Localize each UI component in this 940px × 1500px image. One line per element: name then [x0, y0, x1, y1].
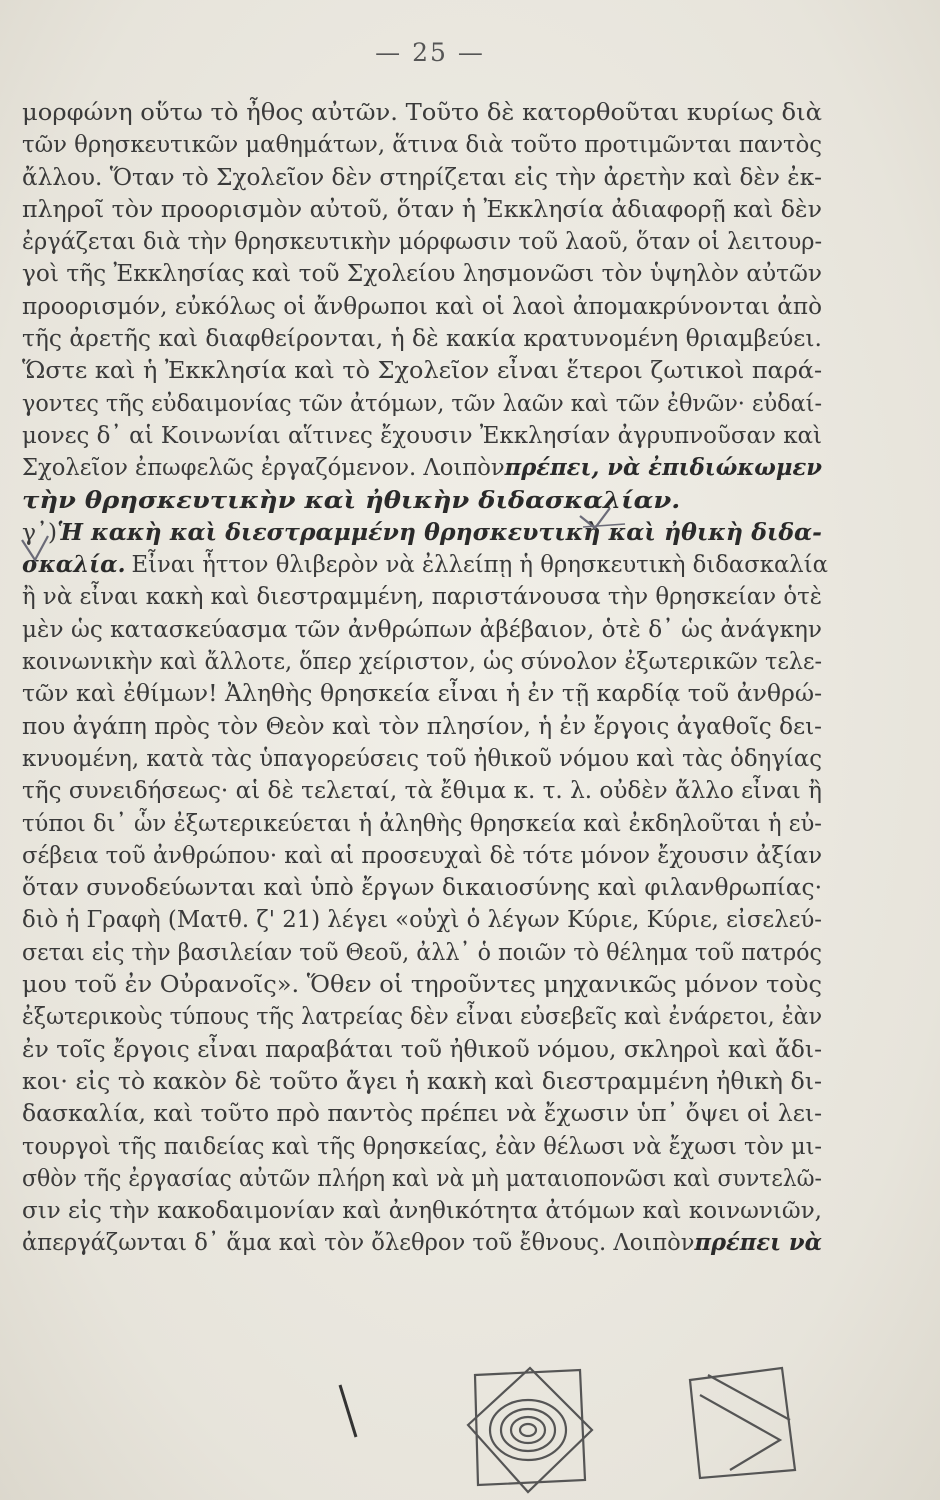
text-line — [22, 678, 822, 710]
text-line — [22, 711, 822, 743]
text-line — [22, 1163, 822, 1195]
text-segment: γοὶ τῆς Ἐκκλησίας καὶ τοῦ Σχολείου λησμονῶσι τὸν ὑψηλὸν αὐτῶν — [22, 261, 823, 288]
text-segment: Ἡ κακὴ καὶ διεστραμμένη θρησκευτικὴ καὶ ἠθικὴ διδα- — [57, 518, 822, 546]
text-segment: ἐργάζεται διὰ τὴν θρησκευτικὴν μόρφωσιν τοῦ λαοῦ, ὅταν οἱ λειτουρ- — [22, 229, 823, 256]
text-line — [22, 517, 822, 549]
text-segment: ὅταν συνοδεύωνται καὶ ὑπὸ ἔργων δικαιοσύνης καὶ φιλανθρωπίας· — [22, 875, 823, 902]
text-segment: μονες δ᾽ αἱ Κοινωνίαι αἵτινες ἔχουσιν Ἐκκλησίαν ἀγρυπνοῦσαν καὶ — [22, 422, 823, 449]
text-line — [22, 743, 822, 775]
text-segment: Εἶναι ἧττον θλιβερὸν νὰ ἐλλείπῃ ἡ θρησκευτικὴ διδασκαλία — [131, 552, 828, 579]
text-segment: δασκαλία, καὶ τοῦτο πρὸ παντὸς πρέπει νὰ ἔχωσιν ὑπ᾽ ὄψει οἱ λει- — [22, 1101, 823, 1128]
text-line — [22, 1131, 822, 1163]
text-line — [22, 1195, 822, 1227]
text-line — [22, 323, 822, 355]
text-segment: τῆς συνειδήσεως· αἱ δὲ τελεταί, τὰ ἔθιμα κ. τ. λ. οὐδὲν ἄλλο εἶναι ἢ — [22, 778, 822, 805]
text-segment: που ἀγάπη πρὸς τὸν Θεὸν καὶ τὸν πλησίον, ἡ ἐν ἔργοις ἀγαθοῖς δει- — [22, 713, 823, 740]
text-segment: τουργοὶ τῆς παιδείας καὶ τῆς θρησκείας, ἐὰν θέλωσι νὰ ἔχωσι τὸν μι- — [22, 1133, 823, 1160]
text-line — [22, 420, 822, 452]
text-line — [22, 872, 822, 904]
text-line — [22, 614, 822, 646]
text-line — [22, 1066, 822, 1098]
text-line — [22, 355, 822, 387]
text-segment: τῶν θρησκευτικῶν μαθημάτων, ἅτινα διὰ τοῦτο προτιμῶνται παντὸς — [22, 132, 823, 159]
text-line — [22, 808, 822, 840]
text-line — [22, 129, 822, 161]
text-line — [22, 937, 822, 969]
text-segment: προορισμόν, εὐκόλως οἱ ἄνθρωποι καὶ οἱ λαοὶ ἀπομακρύνονται ἀπὸ — [22, 293, 823, 320]
text-segment: μορφώνη οὕτω τὸ ἦθος αὐτῶν. Τοῦτο δὲ κατορθοῦται κυρίως διὰ — [22, 100, 822, 126]
text-line — [22, 904, 822, 936]
text-line — [22, 97, 822, 129]
text-segment: Ὥστε καὶ ἡ Ἐκκλησία καὶ τὸ Σχολεῖον εἶναι ἕτεροι ζωτικοὶ παρά- — [22, 358, 823, 385]
text-line — [22, 388, 822, 420]
page-number: — 25 — — [375, 38, 485, 67]
text-line — [22, 291, 822, 323]
text-line — [22, 452, 822, 484]
text-line — [22, 1034, 822, 1066]
text-segment: τῆς ἀρετῆς καὶ διαφθείρονται, ἡ δὲ κακία κρατυνομένη θριαμβεύει. — [22, 326, 822, 353]
text-line — [22, 969, 822, 1001]
text-segment: σθὸν τῆς ἐργασίας αὐτῶν πλήρη καὶ νὰ μὴ ματαιοπονῶσι καὶ συντελῶ- — [22, 1165, 822, 1192]
text-segment: κοινωνικὴν καὶ ἄλλοτε, ὅπερ χείριστον, ὡς σύνολον ἐξωτερικῶν τελε- — [22, 649, 823, 676]
text-line — [22, 194, 822, 226]
text-segment: ἀπεργάζωνται δ᾽ ἅμα καὶ τὸν ὄλεθρον τοῦ ἔθνους. Λοιπὸν — [22, 1230, 695, 1257]
text-segment: τὴν θρησκευτικὴν καὶ ἠθικὴν διδασκαλίαν. — [22, 486, 681, 514]
text-line — [22, 775, 822, 807]
text-segment: γ᾽) — [22, 519, 58, 546]
text-line — [22, 549, 828, 581]
text-line — [22, 1098, 822, 1130]
text-segment: ἢ νὰ εἶναι κακὴ καὶ διεστραμμένη, παριστάνουσα τὴν θρησκείαν ὁτὲ — [22, 584, 822, 611]
text-segment: μὲν ὡς κατασκεύασμα τῶν ἀνθρώπων ἀβέβαιον, ὁτὲ δ᾽ ὡς ἀνάγκην — [22, 616, 823, 643]
text-line — [22, 581, 822, 613]
text-body — [22, 97, 828, 1260]
text-segment: ἐξωτερικοὺς τύπους τῆς λατρείας δὲν εἶναι εὐσεβεῖς καὶ ἐνάρετοι, ἐὰν — [22, 1004, 823, 1031]
text-line — [22, 162, 822, 194]
text-segment: Σχολεῖον ἐπωφελῶς ἐργαζόμενον. Λοιπὸν — [22, 455, 505, 482]
text-segment: κνυομένη, κατὰ τὰς ὑπαγορεύσεις τοῦ ἠθικοῦ νόμου καὶ τὰς ὁδηγίας — [22, 745, 823, 772]
text-line — [22, 840, 822, 872]
text-line — [22, 226, 822, 258]
text-segment: τῶν καὶ ἐθίμων! Ἀληθὴς θρησκεία εἶναι ἡ ἐν τῇ καρδίᾳ τοῦ ἀνθρώ- — [22, 681, 823, 708]
text-line — [22, 258, 822, 290]
text-line — [22, 485, 680, 517]
text-segment: σέβεια τοῦ ἀνθρώπου· καὶ αἱ προσευχαὶ δὲ τότε μόνον ἔχουσιν ἀξίαν — [22, 842, 822, 869]
text-segment: διὸ ἡ Γραφὴ (Ματθ. ζ' 21) λέγει «οὐχὶ ὁ λέγων Κύριε, Κύριε, εἰσελεύ- — [22, 907, 823, 934]
text-segment: πληροῖ τὸν προορισμὸν αὐτοῦ, ὅταν ἡ Ἐκκλησία ἀδιαφορῇ καὶ δὲν — [22, 196, 823, 223]
text-line — [22, 1001, 822, 1033]
text-segment: κοι· εἰς τὸ κακὸν δὲ τοῦτο ἄγει ἡ κακὴ καὶ διεστραμμένη ἠθικὴ δι- — [22, 1068, 823, 1095]
text-segment: ἄλλου. Ὅταν τὸ Σχολεῖον δὲν στηρίζεται εἰς τὴν ἀρετὴν καὶ δὲν ἐκ- — [22, 164, 823, 191]
text-segment: σεται εἰς τὴν βασιλείαν τοῦ Θεοῦ, ἀλλ᾽ ὁ ποιῶν τὸ θέλημα τοῦ πατρός — [22, 939, 822, 966]
text-segment: σιν εἰς τὴν κακοδαιμονίαν καὶ ἀνηθικότητα ἀτόμων καὶ κοινωνιῶν, — [22, 1198, 823, 1225]
text-segment: ἐν τοῖς ἔργοις εἶναι παραβάται τοῦ ἠθικοῦ νόμου, σκληροὶ καὶ ἄδι- — [22, 1036, 822, 1063]
text-line — [22, 646, 822, 678]
text-line — [22, 1227, 822, 1259]
text-segment: πρέπει, νὰ ἐπιδιώκωμεν — [504, 454, 823, 482]
text-segment: σκαλία. — [22, 551, 126, 579]
text-segment: μου τοῦ ἐν Οὐρανοῖς». Ὅθεν οἱ τηροῦντες μηχανικῶς μόνον τοὺς — [22, 972, 822, 999]
pencil-doodle — [468, 1368, 795, 1492]
text-segment: γοντες τῆς εὐδαιμονίας τῶν ἀτόμων, τῶν λαῶν καὶ τῶν ἐθνῶν· εὐδαί- — [22, 390, 823, 417]
text-segment: τύποι δι᾽ ὧν ἐξωτερικεύεται ἡ ἀληθὴς θρησκεία καὶ ἐκδηλοῦται ἡ εὐ- — [22, 810, 822, 837]
pencil-slash — [340, 1385, 356, 1437]
text-segment: πρέπει νὰ — [694, 1229, 823, 1257]
